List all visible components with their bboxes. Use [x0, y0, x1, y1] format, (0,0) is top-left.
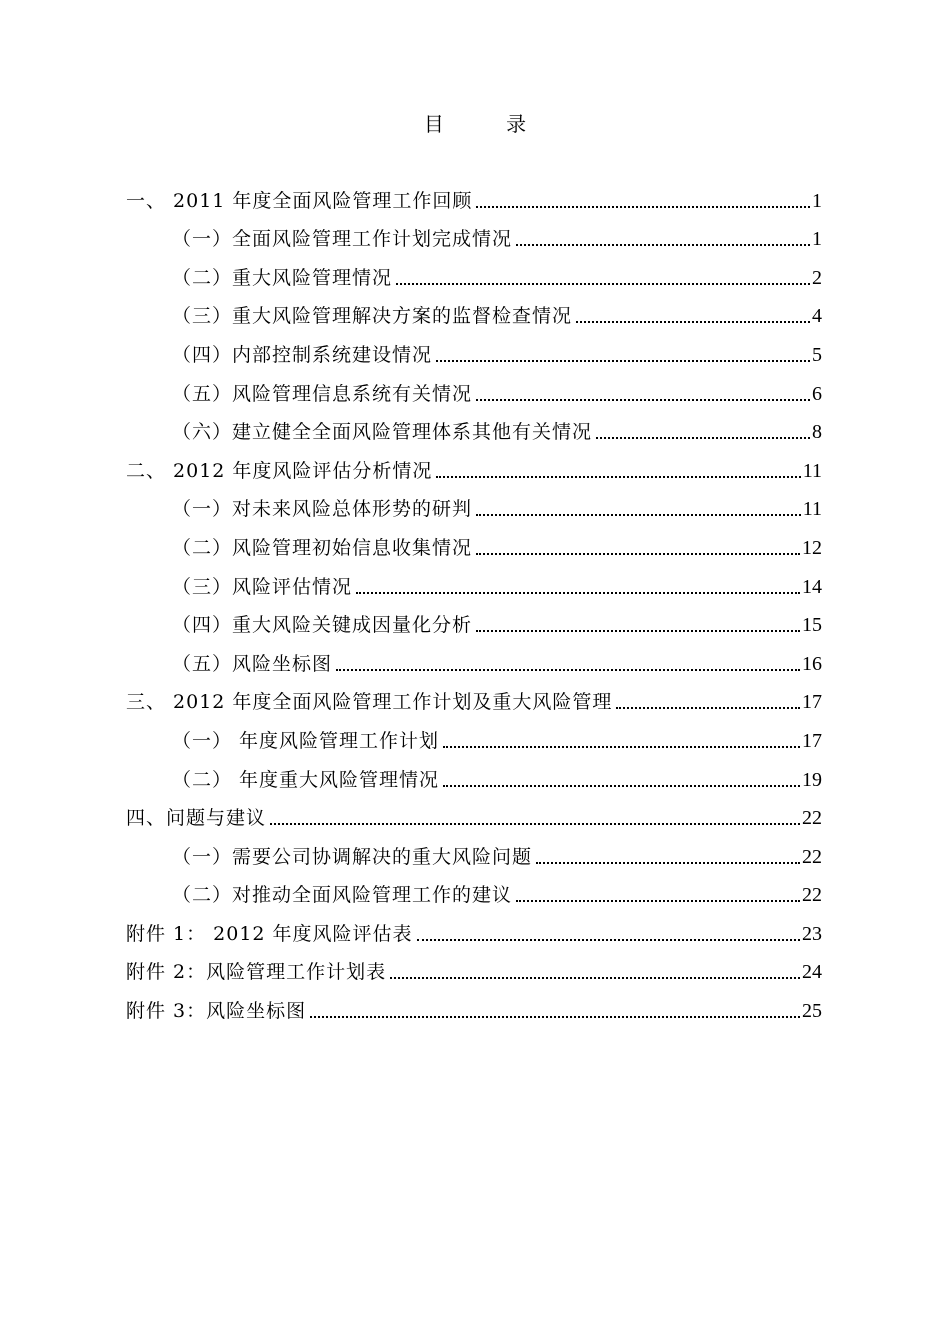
dot-leader — [390, 977, 800, 979]
toc-entry-label: （四）内部控制系统建设情况 — [172, 343, 433, 366]
toc-entry-label: 三、 2012 年度全面风险管理工作计划及重大风险管理 — [126, 691, 613, 714]
toc-page-number: 4 — [812, 305, 822, 328]
dot-leader — [270, 823, 800, 825]
toc-page-number: 22 — [802, 884, 822, 907]
dot-leader — [396, 283, 810, 285]
toc-page-number: 8 — [812, 421, 822, 444]
toc-page-number: 22 — [802, 807, 822, 830]
dot-leader — [436, 360, 810, 362]
toc-entry-label: （一）全面风险管理工作计划完成情况 — [172, 228, 513, 251]
dot-leader — [476, 399, 810, 401]
dot-leader — [476, 630, 800, 632]
toc-entry-label: 附件 1： 2012 年度风险评估表 — [126, 922, 413, 945]
toc-entry[interactable] — [126, 990, 822, 1029]
toc-entry[interactable] — [126, 180, 822, 219]
toc-entry[interactable] — [126, 720, 822, 759]
toc-entry-label: （二）重大风险管理情况 — [172, 266, 393, 289]
toc-entry[interactable] — [126, 373, 822, 412]
toc-page-number: 24 — [802, 961, 822, 984]
toc-entry-label: （五）风险管理信息系统有关情况 — [172, 382, 473, 405]
toc-page-number: 14 — [802, 575, 822, 598]
toc-entry[interactable] — [126, 682, 822, 721]
dot-leader — [516, 244, 810, 246]
page-title: 目 录 — [423, 112, 555, 136]
toc-entry-label: （三）风险评估情况 — [172, 575, 353, 598]
toc-entry-label: 二、 2012 年度风险评估分析情况 — [126, 459, 433, 482]
toc-entry[interactable] — [126, 219, 822, 258]
toc-page-number: 1 — [812, 228, 822, 251]
toc-page-number: 16 — [802, 652, 822, 675]
dot-leader — [436, 476, 800, 478]
toc-entry-label: （二）风险管理初始信息收集情况 — [172, 536, 473, 559]
toc-entry-label: （一）对未来风险总体形势的研判 — [172, 498, 473, 521]
dot-leader — [417, 939, 800, 941]
toc-entry[interactable] — [126, 489, 822, 528]
toc-page-number: 23 — [802, 922, 822, 945]
toc-entry[interactable] — [126, 952, 822, 991]
dot-leader — [443, 746, 800, 748]
toc-page-number: 11 — [802, 498, 822, 521]
toc-entry-label: 附件 3：风险坐标图 — [126, 1000, 307, 1023]
toc-page-number: 2 — [812, 266, 822, 289]
dot-leader — [476, 514, 801, 516]
toc-page-number: 12 — [802, 536, 822, 559]
toc-entry-label: 一、 2011 年度全面风险管理工作回顾 — [126, 189, 473, 212]
dot-leader — [516, 900, 800, 902]
toc-entry[interactable] — [126, 643, 822, 682]
toc-entry[interactable] — [126, 836, 822, 875]
dot-leader — [616, 707, 800, 709]
toc-entry[interactable] — [126, 450, 822, 489]
toc-entry[interactable] — [126, 334, 822, 373]
dot-leader — [310, 1016, 800, 1018]
toc-entry[interactable] — [126, 875, 822, 914]
toc-page-number: 22 — [802, 845, 822, 868]
dot-leader — [476, 206, 810, 208]
toc-page-number: 25 — [802, 1000, 822, 1023]
dot-leader — [443, 785, 800, 787]
toc-entry-label: （二）对推动全面风险管理工作的建议 — [172, 884, 513, 907]
toc-entry[interactable] — [126, 566, 822, 605]
dot-leader — [336, 669, 800, 671]
toc-entry-label: （三）重大风险管理解决方案的监督检查情况 — [172, 305, 573, 328]
toc-page-number: 17 — [802, 729, 822, 752]
table-of-contents — [126, 180, 822, 1029]
toc-page-number: 17 — [802, 691, 822, 714]
toc-page-number: 5 — [812, 343, 822, 366]
toc-entry[interactable] — [126, 257, 822, 296]
toc-entry[interactable] — [126, 527, 822, 566]
toc-entry[interactable] — [126, 605, 822, 644]
dot-leader — [356, 592, 800, 594]
toc-page-number: 11 — [802, 459, 822, 482]
toc-entry-label: （二） 年度重大风险管理情况 — [172, 768, 440, 791]
dot-leader — [536, 862, 800, 864]
toc-entry[interactable] — [126, 759, 822, 798]
toc-entry[interactable] — [126, 798, 822, 837]
toc-entry-label: （四）重大风险关键成因量化分析 — [172, 614, 473, 637]
dot-leader — [476, 553, 800, 555]
toc-page-number: 6 — [812, 382, 822, 405]
toc-entry[interactable] — [126, 913, 822, 952]
toc-entry[interactable] — [126, 296, 822, 335]
toc-entry[interactable] — [126, 412, 822, 451]
toc-page-number: 15 — [802, 614, 822, 637]
toc-entry-label: 四、问题与建议 — [126, 807, 267, 830]
dot-leader — [596, 437, 810, 439]
toc-page-number: 19 — [802, 768, 822, 791]
toc-entry-label: （一） 年度风险管理工作计划 — [172, 729, 440, 752]
dot-leader — [576, 321, 810, 323]
toc-entry-label: （六）建立健全全面风险管理体系其他有关情况 — [172, 421, 593, 444]
toc-page-number: 1 — [812, 189, 822, 212]
toc-entry-label: （五）风险坐标图 — [172, 652, 333, 675]
toc-entry-label: 附件 2：风险管理工作计划表 — [126, 961, 387, 984]
toc-entry-label: （一）需要公司协调解决的重大风险问题 — [172, 845, 533, 868]
